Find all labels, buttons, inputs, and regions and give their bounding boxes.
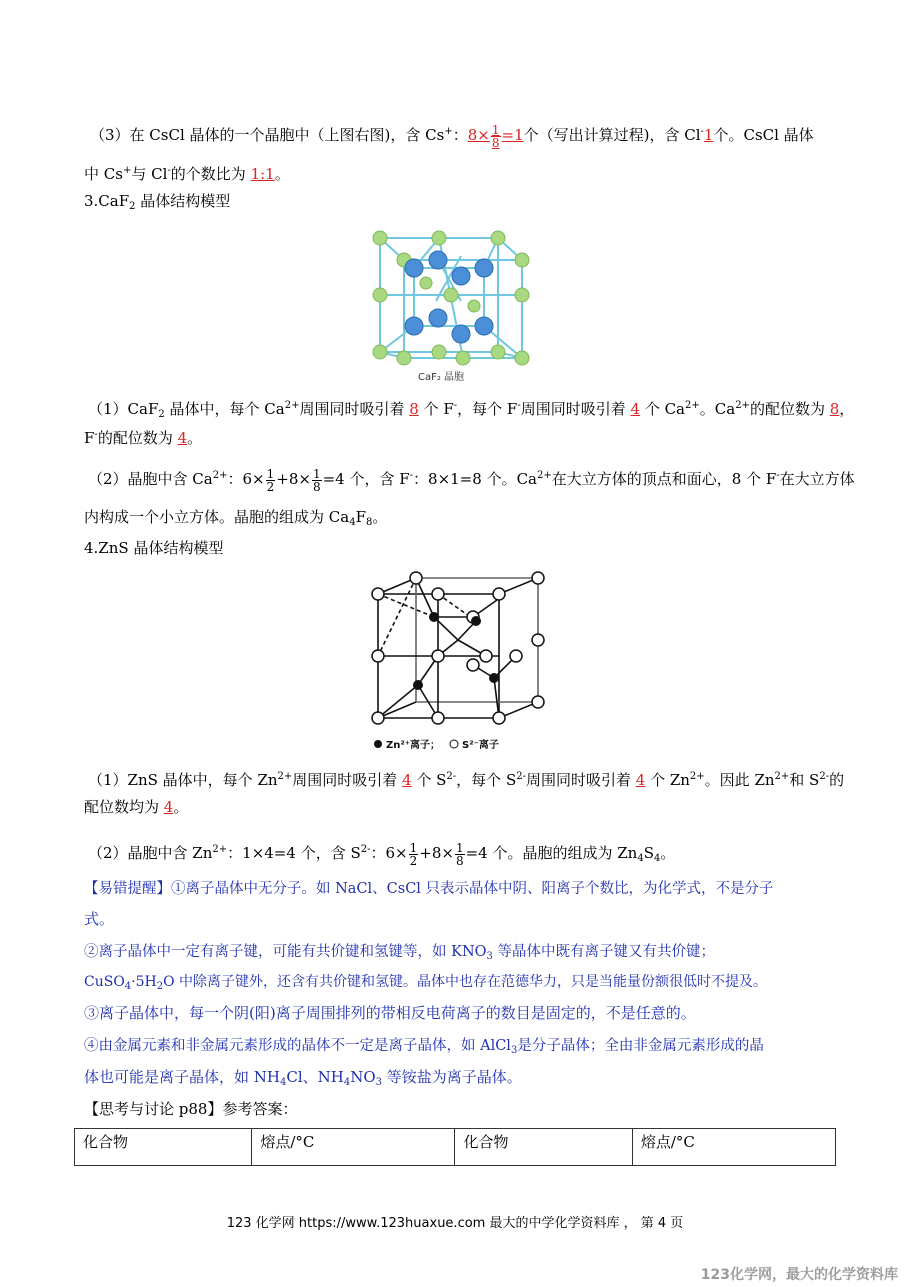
caf2-q2-line-2: 内构成一个小立方体。晶胞的组成为 $Ca_4F_8$。: [84, 508, 388, 528]
zns-caption-zn: Zn²⁺离子；: [386, 740, 441, 751]
table-header-melting-point: 熔点/°C: [252, 1129, 455, 1166]
caf2-unit-cell-figure: [366, 226, 536, 386]
zns-unit-cell-figure: [366, 570, 550, 760]
zns-q1-line-1: （1）ZnS 晶体中，每个 $Zn^{2+}$周围同时吸引着 4 个 $S^{2-}$，每个 $S^{2-}$周围同时吸引着 4 个 $Zn^{2+}$。因此 $Zn^{2+}$和 $S^{2-}$的: [88, 771, 845, 789]
table-header-compound: 化合物: [75, 1129, 252, 1166]
zns-q2-line: （2）晶胞中含 $Zn^{2+}$：1×4=4 个，含 $S^{2-}$：6× $\frac{1}{2}$ +8× $\frac{1}{8}$ =4 个。晶胞的组成为 $Zn_4S_4$。: [88, 840, 676, 868]
discuss-heading: 【思考与讨论 p88】参考答案：: [84, 1100, 298, 1118]
tip-line-4: $CuSO_4\cdot 5H_2O$ 中除离子键外，还含有共价键和氢键。晶体中也存在范德华力，只是当能量份额很低时不提及。: [84, 974, 768, 992]
table-header-melting-point-2: 熔点/°C: [632, 1129, 835, 1166]
zns-q1-line-2: 配位数均为 4。: [84, 798, 189, 816]
caf2-q1-line-1: （1）CaF$_2$ 晶体中，每个 $Ca^{2+}$周围同时吸引着 8 个 F-，每个 F-周围同时吸引着 4 个 $Ca^{2+}$。$Ca^{2+}$的配位数为 8，: [88, 400, 855, 420]
section-zns-heading: 4.ZnS 晶体结构模型: [84, 539, 224, 557]
tip-line-3: ②离子晶体中一定有离子键，可能有共价键和氢键等，如 $KNO_3$ 等晶体中既有离子键又有共价键；: [84, 944, 715, 962]
section-caf2-heading: 3.CaF$_2$ 晶体结构模型: [84, 192, 231, 212]
watermark: 123化学网，最大的化学资料库: [700, 1267, 898, 1283]
melting-point-table: [74, 1128, 836, 1166]
tip-line-2: 式。: [84, 910, 115, 928]
page-footer: 123 化学网 https://www.123huaxue.com 最大的中学化学资料库 ， 第 4 页: [226, 1216, 684, 1231]
caf2-q1-line-2: F-的配位数为 4。: [84, 429, 203, 447]
answer-cs-count: 8×: [467, 126, 490, 144]
cscl-line-1: （3）在 CsCl 晶体的一个晶胞中（上图右图)，含 Cs+：8× $\frac{1}{8}$ =1个（写出计算过程)，含 Cl-1个。CsCl 晶体: [90, 122, 814, 150]
table-row: [75, 1129, 836, 1166]
tip-line-5: ③离子晶体中，每一个阴(阳)离子周围排列的带相反电荷离子的数目是固定的，不是任意的。: [84, 1004, 696, 1022]
caf2-caption: CaF₂ 晶胞: [418, 372, 465, 383]
tip-line-1: 【易错提醒】①离子晶体中无分子。如 NaCl、CsCl 只表示晶体中阴、阳离子个数比，为化学式，不是分子: [84, 881, 774, 897]
tip-line-7: 体也可能是离子晶体，如 $NH_4Cl$、$NH_4NO_3$ 等铵盐为离子晶体。: [84, 1068, 522, 1088]
table-header-compound-2: 化合物: [455, 1129, 632, 1166]
answer-ratio: 1:1: [250, 165, 275, 183]
tip-line-6: ④由金属元素和非金属元素形成的晶体不一定是离子晶体，如 AlCl$_3$是分子晶体；全由非金属元素形成的晶: [84, 1038, 764, 1056]
cscl-line-2: 中 Cs+与 Cl-的个数比为 1:1。: [84, 165, 290, 183]
answer-cl-count: 1: [703, 126, 714, 144]
caf2-q2-line-1: （2）晶胞中含 $Ca^{2+}$：6× $\frac{1}{2}$ +8× $\frac{1}{8}$ =4 个，含 F-：8×1=8 个。$Ca^{2+}$在大立方体的顶点和面心，8 个 F-在大立方体: [88, 466, 855, 494]
zns-caption-s: S²⁻离子: [462, 740, 499, 751]
